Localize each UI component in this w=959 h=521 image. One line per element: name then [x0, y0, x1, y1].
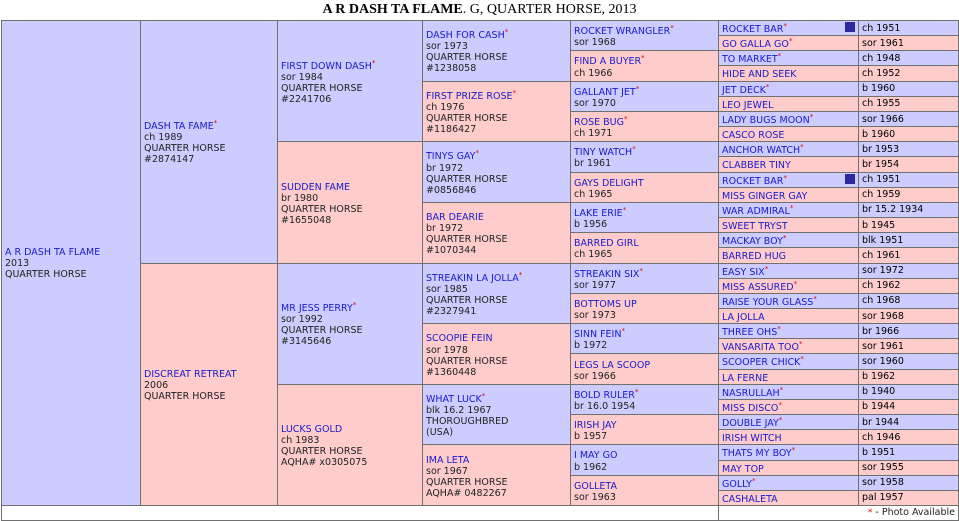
horse-info-l1: sor 1985 — [426, 283, 468, 295]
horse-info-l3: #0856846 — [426, 184, 477, 196]
gen5-horse-cell — [719, 218, 859, 233]
photo-star-icon: * — [512, 88, 516, 97]
horse-name-link[interactable]: JET DECK — [722, 84, 766, 96]
photo-star-icon: * — [641, 54, 645, 63]
horse-name-link[interactable]: SCOOPIE FEIN — [426, 333, 493, 345]
horse-name-link[interactable]: BAR DEARIE — [426, 212, 484, 224]
photo-star-icon: * — [632, 145, 636, 154]
footer-spacer — [2, 506, 719, 521]
horse-info-l3: #1186427 — [426, 124, 477, 136]
horse-name-link[interactable]: LEGS LA SCOOP — [574, 359, 651, 371]
gen5-horse-cell — [719, 490, 859, 505]
gen3-horse-cell — [423, 324, 571, 385]
horse-info-l1: br 1972 — [426, 223, 464, 235]
gen2-horse-cell — [278, 263, 423, 384]
horse-info-l1: ch 1966 — [574, 67, 613, 79]
horse-name-link[interactable]: WAR ADMIRAL — [722, 206, 790, 218]
photo-star-icon: * — [813, 294, 817, 303]
photo-legend — [719, 506, 959, 521]
horse-info-l2: QUARTER HORSE — [144, 391, 226, 403]
horse-info-l2: QUARTER HORSE — [426, 234, 508, 246]
horse-name-link[interactable]: TINYS GAY — [426, 151, 476, 163]
photo-star-icon: * — [518, 270, 523, 279]
gen5-horse-cell — [719, 36, 859, 51]
gen5-horse-cell — [719, 187, 859, 202]
gen5-horse-cell — [719, 445, 859, 460]
gen5-info-cell: sor 1961 — [859, 36, 959, 51]
horse-info-l2: QUARTER HORSE — [281, 203, 363, 215]
gen5-info-cell: ch 1951 — [859, 21, 959, 36]
horse-name-link[interactable]: DASH TA FAME — [144, 121, 214, 133]
gen5-info-cell: ch 1952 — [859, 66, 959, 81]
horse-info-l1: br 1972 — [426, 162, 464, 174]
photo-star-icon: * — [635, 84, 640, 93]
gen5-info-cell: ch 1955 — [859, 96, 959, 111]
horse-info-l1: b 1957 — [574, 431, 608, 443]
gen3-horse-cell — [423, 202, 571, 263]
gen2-horse-cell — [278, 142, 423, 263]
horse-info-l2: QUARTER HORSE — [426, 476, 508, 488]
photo-star-icon: * — [622, 205, 627, 214]
horse-name-link[interactable]: CASHALETA — [722, 494, 778, 505]
photo-star-icon: * — [777, 52, 782, 61]
gen5-horse-cell — [719, 142, 859, 157]
gen5-info-cell: br 1966 — [859, 324, 959, 339]
horse-name-link[interactable]: MR JESS PERRY — [281, 303, 353, 315]
gen5-info-cell: sor 1972 — [859, 263, 959, 278]
gen5-info-cell: pal 1957 — [859, 490, 959, 505]
horse-name-link[interactable]: EASY SIX — [722, 266, 765, 278]
page-title — [0, 0, 959, 20]
horse-name-link[interactable]: FIRST PRIZE ROSE — [426, 91, 513, 103]
horse-name-link[interactable]: MISS ASSURED — [722, 281, 794, 293]
horse-name-link[interactable]: BOTTOMS UP — [574, 299, 637, 311]
horse-info-l2: QUARTER HORSE — [426, 113, 508, 125]
gen5-info-cell: ch 1968 — [859, 293, 959, 308]
gen3-horse-cell — [423, 142, 571, 203]
gen4-horse-cell — [571, 354, 719, 384]
gen5-info-cell: sor 1961 — [859, 339, 959, 354]
horse-name-link[interactable]: THATS MY BOY — [722, 448, 792, 460]
horse-name-link[interactable]: GALLANT JET — [574, 86, 636, 98]
gen4-horse-cell — [571, 324, 719, 354]
photo-star-icon: * — [371, 58, 376, 67]
photo-star-icon: * — [621, 327, 625, 336]
horse-name-link[interactable]: ROCKET BAR — [722, 175, 784, 187]
horse-name-link[interactable]: TINY WATCH — [574, 147, 633, 159]
horse-name-link[interactable]: SWEET TRYST — [722, 221, 788, 233]
horse-name-link[interactable]: MACKAY BOY — [722, 236, 783, 248]
gen5-horse-cell — [719, 263, 859, 278]
gen5-info-cell: ch 1962 — [859, 278, 959, 293]
subject-year: 2013 — [5, 257, 30, 269]
horse-name-link[interactable]: IRISH WITCH — [722, 433, 782, 445]
gen5-horse-cell — [719, 278, 859, 293]
gen5-info-cell: br 1953 — [859, 142, 959, 157]
gen5-horse-cell — [719, 354, 859, 369]
gen5-horse-cell — [719, 202, 859, 217]
gen5-info-cell: sor 1966 — [859, 111, 959, 126]
legend-text: - Photo Available — [872, 507, 955, 518]
gen5-horse-cell — [719, 81, 859, 96]
gen4-horse-cell — [571, 263, 719, 293]
gen5-info-cell: ch 1948 — [859, 51, 959, 66]
subject-breed: QUARTER HORSE — [5, 268, 87, 280]
photo-star-icon: * — [352, 301, 357, 310]
photo-star-icon: * — [791, 446, 796, 455]
horse-name-link[interactable]: VANSARITA TOO — [722, 342, 799, 354]
gen5-horse-cell — [719, 248, 859, 263]
horse-name-link[interactable]: CASCO ROSE — [722, 130, 785, 142]
horse-info-l1: sor 1992 — [281, 314, 323, 326]
gen5-info-cell: ch 1951 — [859, 172, 959, 187]
horse-name-link[interactable]: IRISH JAY — [574, 420, 617, 432]
horse-info-l1: ch 1965 — [574, 188, 613, 200]
gen5-info-cell: br 1954 — [859, 157, 959, 172]
horse-name-link[interactable]: STREAKIN LA JOLLA — [426, 272, 519, 284]
horse-name-link[interactable]: DOUBLE JAY — [722, 418, 779, 430]
horse-name-link[interactable]: WHAT LUCK — [426, 394, 482, 406]
horse-info-l3: #1360448 — [426, 366, 477, 378]
photo-star-icon: * — [782, 234, 787, 243]
photo-star-icon: * — [213, 119, 218, 128]
horse-info-l3: #3145646 — [281, 336, 332, 348]
horse-name-link[interactable]: CLABBER TINY — [722, 160, 791, 172]
pedigree-table — [1, 20, 959, 521]
gen5-info-cell: br 15.2 1934 — [859, 202, 959, 217]
gen1-horse-cell — [141, 263, 278, 506]
photo-star-icon: * — [783, 173, 787, 182]
horse-info-l1: sor 1966 — [574, 370, 616, 382]
horse-info-l1: sor 1984 — [281, 71, 323, 83]
horse-info-l2: QUARTER HORSE — [426, 52, 508, 64]
horse-name-link[interactable]: DASH FOR CASH — [426, 30, 505, 42]
gen5-horse-cell — [719, 51, 859, 66]
subject-cell — [2, 21, 141, 506]
gen4-horse-cell — [571, 384, 719, 414]
gen5-info-cell: b 1940 — [859, 384, 959, 399]
horse-info-l2: QUARTER HORSE — [426, 355, 508, 367]
gen5-horse-cell — [719, 430, 859, 445]
horse-info-l3: #1070344 — [426, 245, 477, 257]
gen5-horse-cell — [719, 475, 859, 490]
gen4-horse-cell — [571, 142, 719, 172]
title-horse-name: A R DASH TA FLAME — [322, 2, 463, 17]
gen4-horse-cell — [571, 51, 719, 81]
horse-name-link[interactable]: GOLLETA — [574, 480, 617, 492]
gen5-horse-cell — [719, 324, 859, 339]
horse-info-l1: sor 1973 — [426, 41, 468, 53]
horse-info-l3: #1238058 — [426, 63, 477, 75]
gen3-horse-cell — [423, 81, 571, 142]
horse-name-link[interactable]: ROCKET BAR — [722, 24, 784, 36]
gen5-info-cell: ch 1946 — [859, 430, 959, 445]
horse-name-link[interactable]: I MAY GO — [574, 450, 618, 462]
horse-info-l1: sor 1963 — [574, 491, 616, 503]
horse-info-l3: (USA) — [426, 427, 454, 439]
horse-info-l3: #2241706 — [281, 93, 332, 105]
horse-name-link[interactable]: FIND A BUYER — [574, 56, 642, 68]
gen4-horse-cell — [571, 111, 719, 141]
photo-star-icon: * — [481, 391, 486, 400]
gen5-horse-cell — [719, 96, 859, 111]
gen5-info-cell: b 1960 — [859, 81, 959, 96]
gen5-info-cell: b 1951 — [859, 445, 959, 460]
gen5-horse-cell — [719, 415, 859, 430]
horse-info-l1: sor 1973 — [574, 310, 616, 322]
horse-name-link[interactable]: MISS DISCO — [722, 403, 779, 415]
horse-name-link[interactable]: LADY BUGS MOON — [722, 115, 810, 127]
gen5-horse-cell — [719, 399, 859, 414]
horse-name-link[interactable]: GO GALLA GO — [722, 39, 789, 51]
gen5-horse-cell — [719, 111, 859, 126]
horse-info-l2: QUARTER HORSE — [426, 173, 508, 185]
gen3-horse-cell — [423, 263, 571, 324]
gen2-horse-cell — [278, 384, 423, 505]
gen5-horse-cell — [719, 293, 859, 308]
gen3-horse-cell — [423, 384, 571, 445]
horse-name-link[interactable]: LA JOLLA — [722, 312, 765, 324]
legend-star-icon: * — [867, 508, 873, 518]
horse-info-l1: sor 1970 — [574, 97, 616, 109]
horse-info-l1: ch 1983 — [281, 435, 320, 447]
horse-name-link[interactable]: BOLD RULER — [574, 389, 635, 401]
gen4-horse-cell — [571, 81, 719, 111]
horse-info-l3: #2874147 — [144, 154, 195, 166]
gen2-horse-cell — [278, 21, 423, 142]
horse-info-l2: QUARTER HORSE — [281, 325, 363, 337]
horse-info-l1: br 1980 — [281, 192, 319, 204]
photo-star-icon: * — [475, 149, 479, 158]
gen1-horse-cell — [141, 21, 278, 264]
inbreeding-marker-icon — [845, 174, 855, 184]
gen5-horse-cell — [719, 460, 859, 475]
horse-info-l1: ch 1989 — [144, 132, 183, 144]
photo-star-icon: * — [793, 279, 798, 288]
horse-name-link[interactable]: MAY TOP — [722, 463, 764, 475]
photo-star-icon: * — [751, 476, 756, 485]
horse-info-l2: QUARTER HORSE — [281, 82, 363, 94]
horse-name-link[interactable]: RAISE YOUR GLASS — [722, 296, 814, 308]
gen5-horse-cell — [719, 308, 859, 323]
horse-name-link[interactable]: SINN FEIN — [574, 329, 622, 341]
horse-info-l3: AQHA# x0305075 — [281, 457, 368, 469]
horse-info-l1: b 1956 — [574, 219, 608, 231]
photo-star-icon: * — [779, 385, 784, 394]
horse-name-link[interactable]: BARRED GIRL — [574, 238, 639, 250]
horse-info-l1: br 16.0 1954 — [574, 400, 636, 412]
gen3-horse-cell — [423, 21, 571, 82]
horse-info-l3: #1655048 — [281, 214, 332, 226]
photo-star-icon: * — [798, 340, 803, 349]
horse-name-link[interactable]: LAKE ERIE — [574, 208, 623, 220]
gen5-info-cell: sor 1955 — [859, 460, 959, 475]
horse-name-link[interactable]: THREE OHS — [722, 327, 778, 339]
horse-info-l1: ch 1976 — [426, 102, 465, 114]
gen4-horse-cell — [571, 172, 719, 202]
gen5-horse-cell — [719, 172, 859, 187]
horse-info-l3: AQHA# 0482267 — [426, 487, 507, 499]
horse-name-link[interactable]: SUDDEN FAME — [281, 181, 351, 193]
photo-star-icon: * — [777, 325, 781, 334]
horse-info-l2: QUARTER HORSE — [281, 446, 363, 458]
horse-name-link[interactable]: NASRULLAH — [722, 387, 780, 399]
horse-name-link[interactable]: GOLLY — [722, 478, 752, 490]
gen5-horse-cell — [719, 66, 859, 81]
gen5-info-cell: b 1944 — [859, 399, 959, 414]
horse-info-l1: sor 1977 — [574, 279, 616, 291]
horse-info-l1: b 1972 — [574, 340, 608, 352]
horse-info-l1: ch 1965 — [574, 249, 613, 261]
horse-name-link[interactable]: ANCHOR WATCH — [722, 145, 801, 157]
horse-name-link[interactable]: STREAKIN SIX — [574, 268, 640, 280]
photo-star-icon: * — [789, 203, 794, 212]
horse-name-link[interactable]: MISS GINGER GAY — [722, 190, 808, 202]
horse-info-l1: sor 1967 — [426, 465, 468, 477]
horse-info-l2: THOROUGHBRED — [426, 416, 509, 428]
photo-star-icon: * — [778, 416, 783, 425]
gen5-info-cell: b 1962 — [859, 369, 959, 384]
gen5-info-cell: b 1960 — [859, 127, 959, 142]
gen5-horse-cell — [719, 384, 859, 399]
horse-name-link[interactable]: BARRED HUG — [722, 251, 787, 263]
photo-star-icon: * — [504, 28, 509, 37]
horse-name-link[interactable]: FIRST DOWN DASH — [281, 60, 372, 72]
title-details: . G, QUARTER HORSE, 2013 — [462, 2, 637, 17]
gen5-info-cell: b 1945 — [859, 218, 959, 233]
horse-info-l1: sor 1978 — [426, 344, 468, 356]
horse-name-link[interactable]: HIDE AND SEEK — [722, 69, 797, 81]
photo-star-icon: * — [788, 37, 793, 46]
horse-info-l1: ch 1971 — [574, 128, 613, 140]
photo-star-icon: * — [765, 82, 770, 91]
gen4-horse-cell — [571, 293, 719, 323]
photo-star-icon: * — [639, 266, 643, 275]
gen5-horse-cell — [719, 157, 859, 172]
gen5-horse-cell — [719, 21, 859, 36]
horse-name-link[interactable]: LEO JEWEL — [722, 99, 774, 111]
photo-star-icon: * — [778, 400, 782, 409]
gen5-horse-cell — [719, 339, 859, 354]
horse-info-l1: br 1961 — [574, 158, 612, 170]
gen5-info-cell: br 1944 — [859, 415, 959, 430]
gen5-info-cell: ch 1961 — [859, 248, 959, 263]
photo-star-icon: * — [670, 24, 674, 33]
photo-star-icon: * — [783, 22, 787, 30]
gen5-horse-cell — [719, 233, 859, 248]
photo-star-icon: * — [764, 264, 769, 273]
horse-info-l2: QUARTER HORSE — [426, 294, 508, 306]
horse-name-link[interactable]: LUCKS GOLD — [281, 424, 343, 436]
inbreeding-marker-icon — [845, 22, 855, 32]
photo-star-icon: * — [634, 387, 639, 396]
horse-info-l1: b 1962 — [574, 461, 608, 473]
horse-name-link[interactable]: IMA LETA — [426, 454, 470, 466]
gen5-horse-cell — [719, 127, 859, 142]
horse-info-l1: sor 1968 — [574, 37, 616, 49]
horse-name-link[interactable]: LA FERNE — [722, 372, 769, 384]
gen4-horse-cell — [571, 415, 719, 445]
subject-name-link[interactable]: A R DASH TA FLAME — [5, 246, 101, 258]
gen4-horse-cell — [571, 202, 719, 232]
gen5-info-cell: sor 1960 — [859, 354, 959, 369]
gen3-horse-cell — [423, 445, 571, 506]
photo-star-icon: * — [800, 143, 804, 152]
horse-name-link[interactable]: DISCREAT RETREAT — [144, 369, 237, 381]
horse-name-link[interactable]: ROSE BUG — [574, 117, 624, 129]
gen5-horse-cell — [719, 369, 859, 384]
gen5-info-cell: ch 1959 — [859, 187, 959, 202]
horse-name-link[interactable]: ROCKET WRANGLER — [574, 26, 671, 38]
gen4-horse-cell — [571, 233, 719, 263]
horse-info-l3: #2327941 — [426, 305, 477, 317]
gen5-info-cell: sor 1968 — [859, 308, 959, 323]
photo-star-icon: * — [809, 112, 814, 121]
horse-info-l1: 2006 — [144, 380, 169, 392]
photo-star-icon: * — [623, 115, 628, 124]
gen5-info-cell: sor 1958 — [859, 475, 959, 490]
horse-name-link[interactable]: TO MARKET — [722, 54, 778, 66]
gen4-horse-cell — [571, 475, 719, 505]
horse-info-l1: blk 16.2 1967 — [426, 405, 492, 417]
horse-info-l2: QUARTER HORSE — [144, 143, 226, 155]
gen4-horse-cell — [571, 21, 719, 51]
gen5-info-cell: blk 1951 — [859, 233, 959, 248]
horse-name-link[interactable]: GAYS DELIGHT — [574, 177, 644, 189]
gen4-horse-cell — [571, 445, 719, 475]
photo-star-icon: * — [800, 355, 804, 364]
horse-name-link[interactable]: SCOOPER CHICK — [722, 357, 801, 369]
